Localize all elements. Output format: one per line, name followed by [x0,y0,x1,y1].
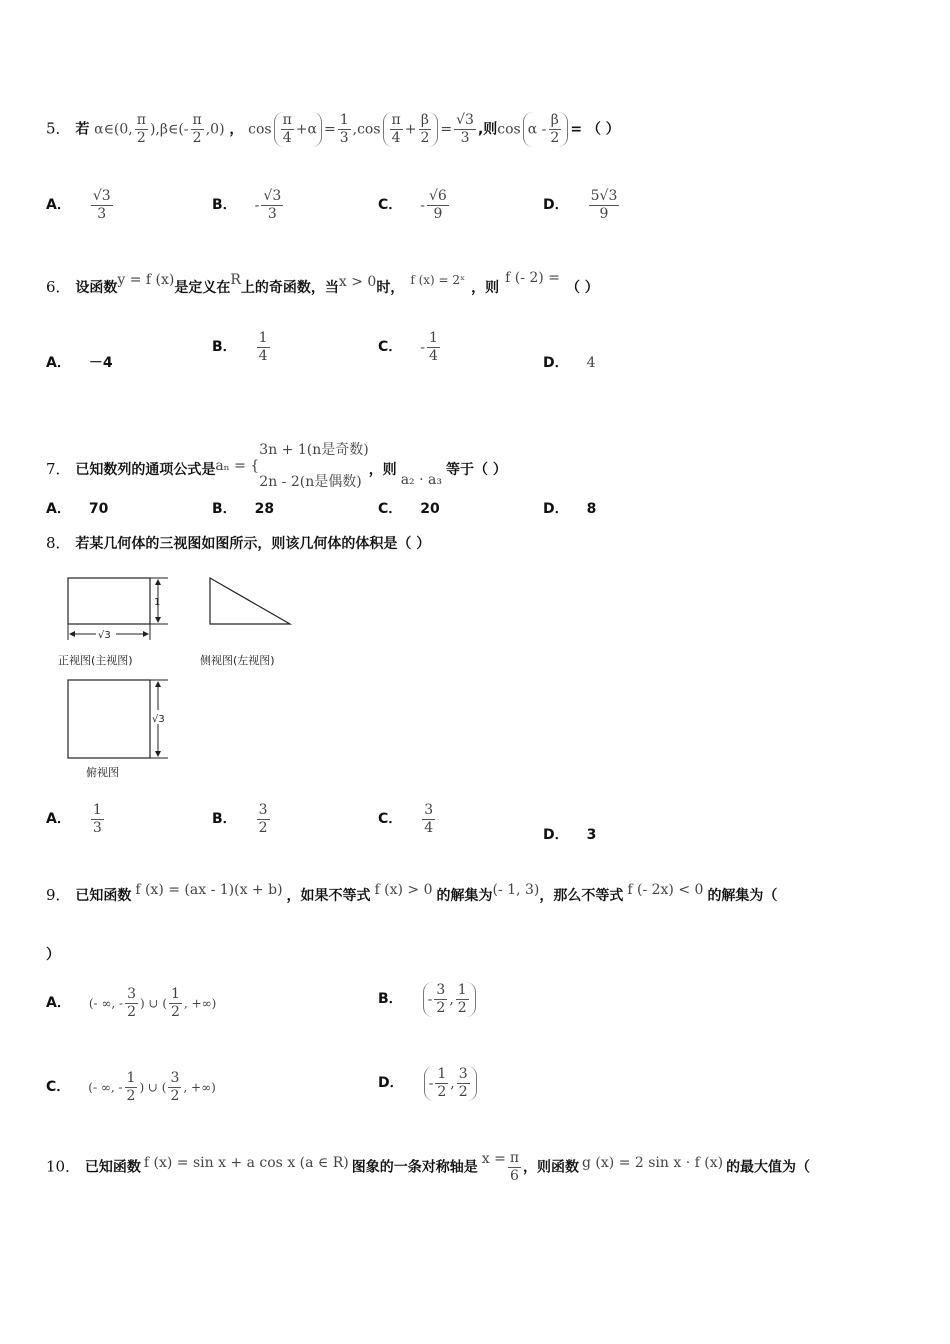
q9-t2: ，如果不等式 [286,888,371,904]
q7-case1: 3n + 1(n是奇数) [259,442,369,458]
q5-end: = （ ） [570,121,620,138]
side-view-label: 侧视图(左视图) [200,654,275,667]
q7-t2: ，则 [368,462,397,478]
front-width-dim: √3 [98,630,111,641]
q5-frac-sqrt3-3: $\frac{√3}{3}$ [456,112,474,146]
q6-t2: 是定义在 [174,280,231,296]
q5-option-c[interactable]: C． - $\frac{√6}{9}$ [378,188,447,222]
q9-option-a[interactable]: A． (- ∞, - $\frac{3}{2}$ ) ∪ ( $\frac{1}{2}$ , +∞) [46,986,217,1020]
q5-cond1b: ),β∈(- [149,121,189,138]
q5-paren2: $\frac{\pi}{4}$ + $\frac{\beta}{2}$ [383,112,439,147]
q7-prod: a₂ · a₃ [400,472,442,488]
top-height-dim: √3 [152,714,165,725]
q9-t5: 的解集为（ [707,888,778,904]
q7-t3: 等于（ ） [445,462,507,478]
q6-m5: f (- 2) = [505,270,560,286]
q6-m2: R [230,272,241,288]
q5-paren3: α - $\frac{\beta}{2}$ [523,112,569,147]
q9-m2: f (x) > 0 [374,882,433,898]
q5-cos2: ,cos [352,121,381,138]
q7-option-a[interactable]: A． 70 [46,501,109,517]
q10-t1: 已知函数 [84,1159,141,1176]
q9-m1: f (x) = (ax - 1)(x + b) [135,882,283,898]
q5-then: ,则 [477,121,498,138]
q6-option-c[interactable]: C． - $\frac{1}{4}$ [378,330,438,364]
front-view [58,578,168,667]
top-view [68,680,169,779]
q10-t2: 图象的一条对称轴是 [351,1159,478,1176]
q6-option-b[interactable]: B． $\frac{1}{4}$ [212,330,268,364]
q10-m3: g (x) = 2 sin x · f (x) [582,1155,724,1172]
q9-t1: 已知函数 [75,888,132,904]
q6-number: 6． [46,278,71,296]
q7-cases [259,434,368,498]
q10-t4: 的最大值为（ [726,1159,811,1176]
q6-t6: （ ） [565,280,599,296]
q10-t3: ，则函数 [523,1159,580,1176]
q5-paren1: $\frac{\pi}{4}$ +α [274,112,322,147]
q8-option-c[interactable]: C． $\frac{3}{4}$ [378,802,434,836]
q9-option-b[interactable]: B． - $\frac{3}{2}$ , $\frac{1}{2}$ [378,982,478,1017]
question-7 [46,438,507,502]
q5-option-b[interactable]: B． - $\frac{√3}{3}$ [212,188,282,222]
q6-m4: f (x) = 2ˣ [410,273,466,287]
q8-option-d[interactable]: D． 3 [543,827,597,843]
q10-frac-pi-6: $\frac{\pi}{6}$ [509,1150,520,1184]
q9-close-paren: ） [46,947,60,963]
q7-number: 7． [46,460,71,478]
front-height-dim: 1 [154,597,161,608]
q7-option-b[interactable]: B． 28 [212,501,275,517]
q9-number: 9． [46,886,71,904]
q7-case2: 2n - 2(n是偶数) [259,474,362,490]
front-view-label: 正视图(主视图) [58,654,133,667]
top-view-label: 俯视图 [86,766,119,779]
q9-t4: ，那么不等式 [539,888,624,904]
q5-cond1: α∈(0, [94,121,133,138]
q8-option-b[interactable]: B． $\frac{3}{2}$ [212,802,268,836]
q6-t1: 设函数 [75,280,118,296]
q8-text: 若某几何体的三视图如图所示，则该几何体的体积是（ ） [75,536,431,552]
question-8 [46,532,430,553]
q5-number: 5． [46,119,71,138]
q9-m3: (- 1, 3) [492,882,540,898]
q10-number: 10． [46,1157,81,1176]
q10-m1: f (x) = sin x + a cos x (a ∈ R) [143,1155,349,1172]
q7-an: aₙ = { [215,458,260,474]
three-view-diagram [50,570,320,790]
q5-eq1: = [323,121,336,138]
q6-m1: y = f (x) [117,272,175,288]
q5-frac-1-3: $\frac{1}{3}$ [339,112,349,146]
q6-t3: 上的奇函数，当 [240,280,339,296]
q5-cos: cos [248,121,272,138]
q9-m4: f (- 2x) < 0 [627,882,704,898]
q9-option-d[interactable]: D． - $\frac{1}{2}$ , $\frac{3}{2}$ [378,1066,479,1101]
q7-t1: 已知数列的通项公式是 [75,462,216,478]
q5-prefix: 若 [75,121,90,138]
q9-t3: 的解集为 [436,888,493,904]
side-view [200,578,290,667]
q7-option-d[interactable]: D． 8 [543,501,597,517]
question-5: 5． 若 α∈(0, $\frac{\pi}{2}$ ),β∈(- $\frac{\pi}{2}$ ,0) ， cos $\frac{\pi}{4}$ +α = $\frac{1}{3}$ ,cos $\frac{\pi}{4}$ + $\frac{\beta}{2}$ = $\frac{√3}{3}$ ,则cos α - $\frac{\beta}{2}$ = （ ） [46,112,620,146]
q6-t4: 时， [376,280,405,296]
q10-m2a: x = [481,1151,506,1168]
q5-eq2: = [440,121,453,138]
question-6 [46,270,599,297]
q6-option-a[interactable]: A． －4 [46,355,113,371]
q5-frac-pi-2b: $\frac{\pi}{2}$ [192,112,202,146]
q5-cos3: cos [497,121,521,138]
q5-frac-pi-2: $\frac{\pi}{2}$ [136,112,146,146]
q6-t5: ，则 [471,280,500,296]
q6-option-d[interactable]: D． 4 [543,355,596,371]
question-9 [46,884,777,905]
q6-m3: x > 0 [338,274,377,290]
q9-option-c[interactable]: C． (- ∞, - $\frac{1}{2}$ ) ∪ ( $\frac{3}{2}$ , +∞) [46,1070,216,1104]
q8-option-a[interactable]: A． $\frac{1}{3}$ [46,802,102,836]
q5-option-d[interactable]: D． $\frac{5√3}{9}$ [543,188,618,222]
question-10 [46,1150,810,1185]
q8-number: 8． [46,534,71,552]
q7-option-c[interactable]: C． 20 [378,501,440,517]
q5-cond1c: ,0) [205,121,225,138]
q5-option-a[interactable]: A． $\frac{√3}{3}$ [46,188,111,222]
